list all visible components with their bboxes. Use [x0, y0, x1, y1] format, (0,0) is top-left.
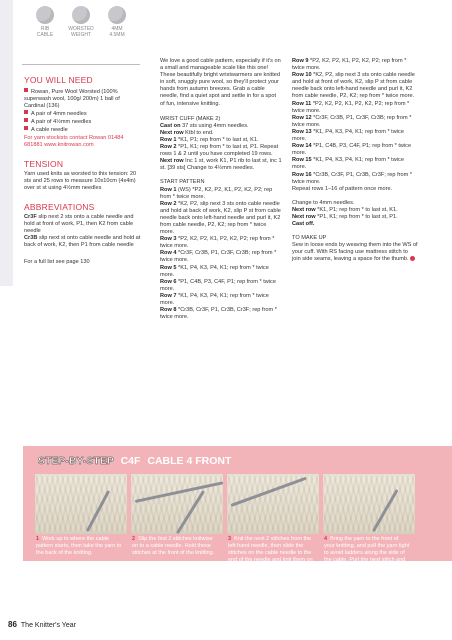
intro-text: We love a good cable pattern, especially if it's on a small and manageable scale like this one! These beautifully bright wristwarmers are knitted in soft, snuggly pure wool, so they'll protect your hands from autumn breezes. Grab a cable needle, find a quiet spot and settle in for a spot of fun, intensive knitting. — [160, 58, 281, 107]
instruction: Row 2 *P1, K1; rep from * to last st, P1. Repeat rows 1 & 2 until you have completed 19 rows. — [160, 144, 279, 158]
column-middle — [160, 58, 282, 321]
instruction: Row 9 *P2, K2, P2, K1, P2, K2, P2; rep from * twice more. — [292, 58, 407, 72]
instruction: Row 15 *K1, P4, K3, P4, K1; rep from * twice more. — [292, 157, 404, 171]
step-caption: 1 Work up to where the cable pattern starts, then take the yarn to the back of the knitting. — [36, 536, 122, 556]
instruction: Row 3 *P2, K2, P2, K1, P2, K2, P2; rep from * twice more. — [160, 236, 275, 250]
publication-title: The Knitter's Year — [20, 622, 76, 629]
section-heading: YOU WILL NEED — [24, 75, 93, 85]
step-photo-4 — [323, 474, 415, 534]
step-photo-3 — [227, 474, 319, 534]
column-right — [292, 58, 418, 264]
tension-text: Yarn used knits as worsted to this tension: 20 sts and 25 rows to measure 10x10cm (4x4in) over st st using 4½mm needles — [24, 171, 137, 191]
end-mark-icon — [410, 256, 415, 261]
instruction: Next row Inc 1 st, work K1, P1 rib to last st, inc 1 st. [39 sts] Change to 4½mm needles. — [160, 158, 282, 172]
abbreviation: Cr3F slip next 2 sts onto a cable needle and hold at front of work, P1, then K2 from cable needle — [24, 214, 134, 234]
instruction: Row 1 *K1, P1; rep from * to last st, K1. — [160, 136, 259, 143]
instruction: Change to 4mm needles. — [292, 199, 355, 206]
icon-label-worsted: WORSTED WEIGHT — [68, 26, 94, 38]
section-heading: ABBREVIATIONS — [24, 202, 95, 212]
instruction: Row 8 *Cr3B, Cr3F, P1, Cr3B, Cr3F; rep from * twice more. — [160, 307, 277, 321]
list-item: A pair of 4mm needles — [24, 110, 142, 118]
instruction: Next row *P1, K1; rep from * to last st, P1. — [292, 213, 398, 220]
subheading: START PATTERN — [160, 179, 205, 186]
you-will-need-section — [24, 75, 142, 266]
list-item: A pair of 4½mm needles — [24, 118, 142, 126]
step-caption: 3 Knit the next 2 stitches from the left-hand needle, then slide the stitches on the cable needle to the end of the needle and knit them on to the right-hand needle. — [228, 536, 313, 570]
instruction: Row 4 *Cr3F, Cr3B, P1, Cr3F, Cr3B; rep from * twice more. — [160, 250, 277, 264]
step-photo-2 — [131, 474, 223, 534]
divider — [22, 64, 140, 65]
instruction: Row 13 *K1, P4, K3, P4, K1; rep from * twice more. — [292, 128, 404, 143]
instruction: Row 14 *P1, C4B, P3, C4F, P1; rep from * twice more. — [292, 143, 412, 157]
icon-label-needles: 4MM 4.5MM — [109, 26, 125, 38]
instruction: Row 10 *K2, P2, slip next 3 sts onto cable needle and hold at front of work, K2, slip P st from cable needle back onto left-hand needle and purl it, K2 from cable needle, P2, K2; rep from * twice more. — [292, 72, 415, 100]
step-photo-1 — [35, 474, 127, 534]
instruction: Row 7 *K1, P4, K3, P4, K1; rep from * twice more. — [160, 292, 269, 306]
list-item: A cable needle — [24, 126, 142, 134]
page-number: 86 — [8, 620, 17, 629]
instruction: Cast on 37 sts using 4mm needles. — [160, 122, 249, 129]
instruction: Row 11 *P2, K2, P2, K1, P2, K2, P2; rep from * twice more. — [292, 100, 410, 114]
step-by-step-title: STEP-BY-STEP C4F CABLE 4 FRONT — [38, 455, 232, 467]
sidebar-strip — [0, 0, 13, 286]
instruction: Cast off. — [292, 221, 315, 228]
instruction: Next row *K1, P1; rep from * to last st, K1. — [292, 206, 398, 213]
needs-list — [24, 88, 142, 134]
step-caption: 2 Slip the first 2 stitches knitwise on to a cable needle. Hold these stitches at the front of the knitting. — [132, 536, 215, 556]
subheading: TO MAKE UP — [292, 235, 327, 242]
instruction: Row 2 *K2, P2, slip next 3 sts onto cable needle and hold at back of work, K2, slip P st from cable needle back onto left-hand needle and purl it, K2 from cable needle, P2, K2; rep from * twice more. — [160, 200, 281, 236]
yarn-ball-icon — [36, 6, 54, 24]
make-up-text: Sew in loose ends by weaving them into the WS of your cuff. With RS facing use mattress stitch to join side seams, leaving a space for the thumb. — [292, 242, 418, 263]
page-footer — [8, 620, 76, 629]
subheading: WRIST CUFF (MAKE 2) — [160, 115, 221, 122]
repeat-note: Repeat rows 1–16 of pattern once more. — [292, 185, 393, 192]
section-heading: TENSION — [24, 159, 64, 169]
list-item: Rowan, Pure Wool Worsted (100% superwash wool, 100g/ 200m) 1 ball of Cardinal (136) — [24, 89, 120, 109]
stockists-info: For yarn stockists contact Rowan 01484 681881 www.knitrowan.com — [24, 135, 124, 148]
yarn-ball-icon — [72, 6, 90, 24]
instruction: Row 6 *P1, C4B, P3, C4F, P1; rep from * twice more. — [160, 278, 276, 292]
instruction: Row 16 *Cr3B, Cr3F, P1, Cr3B, Cr3F; rep from * twice more. — [292, 171, 412, 185]
instruction: Row 12 *Cr3F, Cr3B, P1, Cr3F, Cr3B; rep from * twice more. — [292, 114, 412, 128]
project-icons — [28, 6, 138, 56]
instruction: Next row Ktbl to end. — [160, 129, 214, 136]
abbreviation: Cr3B slip next st onto cable needle and hold at back of work, K2, then P1 from cable needle — [24, 235, 141, 248]
instruction: Row 5 *K1, P4, K3, P4, K1; rep from * twice more. — [160, 264, 269, 278]
step-caption: 4 Bring the yarn to the front of your knitting, and pull the yarn tight to avoid ladders along the side of the cable. Purl the next stitch and continue in the pattern. — [324, 536, 410, 570]
icon-label-rib: RIB CABLE — [36, 26, 54, 38]
full-list-note: For a full list see page 130 — [24, 259, 90, 265]
instruction: Row 1 (WS) *P2, K2, P2, K1, P2, K2, P2; rep from * twice more. — [160, 186, 273, 200]
yarn-ball-icon — [108, 6, 126, 24]
